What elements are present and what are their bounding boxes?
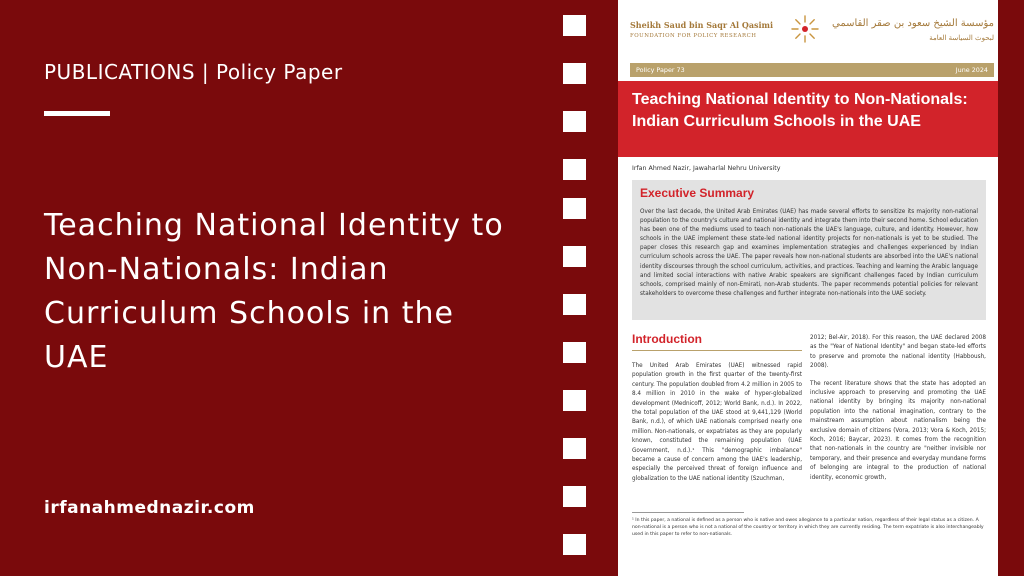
site-url-link[interactable]: irfanahmednazir.com: [44, 498, 255, 518]
paper-author: Irfan Ahmed Nazir, Jawaharlal Nehru University: [632, 165, 781, 172]
film-hole: [563, 63, 586, 84]
executive-summary-box: [632, 180, 986, 320]
publication-date: June 2024: [955, 66, 988, 74]
introduction-column-right: [810, 334, 986, 483]
film-hole: [563, 390, 586, 411]
paper-header: [618, 0, 998, 56]
film-strip: [563, 0, 587, 576]
film-hole: [563, 438, 586, 459]
film-hole: [563, 159, 586, 180]
series-number: Policy Paper 73: [636, 66, 685, 74]
footnote: ¹ In this paper, a national is defined as a person who is native and owes allegiance to a particular nation, regardless of their legal status as a citizen. A non-national is a person who is not a national of the country or territory in which they are currently residing. The term expatriate is also interchangeably used in this paper to refer to non-nationals.: [632, 518, 984, 537]
film-hole: [563, 246, 586, 267]
film-hole: [563, 198, 586, 219]
brand-subtitle-arabic: لبحوث السياسة العامة: [929, 34, 994, 42]
brand-subtitle-english: FOUNDATION FOR POLICY RESEARCH: [630, 33, 757, 39]
brand-name-english: Sheikh Saud bin Saqr Al Qasimi: [630, 20, 774, 30]
film-hole: [563, 342, 586, 363]
executive-summary-heading: Executive Summary: [640, 186, 755, 200]
paper-meta-bar: [630, 63, 994, 77]
paper-preview[interactable]: [618, 0, 998, 576]
executive-summary-text: Over the last decade, the United Arab Emirates (UAE) has made several efforts to sensitize its majority non-national population to the country's culture and national identity and integrate them into their second home. School education has been one of the mediums used to teach non-nationals the UAE's language, culture, and identity. However, how schools in the UAE implement these state-led national identity projects for non-nationals is yet to be studied. The paper closes this research gap and examines implementation strategies and challenges experienced by Indian curriculum schools across the UAE. The paper reveals how non-national students are absorbed into the UAE's national identity discourses through the school curriculum, activities, and practices. Teaching and learning the Arabic language and limited social interactions with native Arabic speakers are significant challenges faced by Indian curriculum schools, comprised mainly of non-Emirati, non-Arab students. The paper recommends potential policies for relevant stakeholders to overcome these challenges and further integrate non-nationals into the UAE society.: [640, 209, 978, 297]
film-hole: [563, 294, 586, 315]
film-hole: [563, 534, 586, 555]
film-hole: [563, 111, 586, 132]
introduction-paragraph: The recent literature shows that the state has adopted an inclusive approach to preserving and promoting the UAE national identity by bringing its majority non-national population into the national imagination, contrary to the mainstream assumption about nationalism being the exclusive domain of citizens (Vora, 2013; Vora & Koch, 2015; Koch, 2016; Baycar, 2023). It comes from the recognition that non-nationals in the country are "neither invisible nor temporary, and their presence and everyday mundane forms of belonging are integral to the production of national identity, economic growth,: [810, 380, 986, 481]
paper-title: Teaching National Identity to Non-Nationals: Indian Curriculum Schools in the UAE: [618, 81, 998, 157]
category-label: PUBLICATIONS | Policy Paper: [44, 60, 343, 84]
film-hole: [563, 15, 586, 36]
introduction-column-left: [632, 362, 802, 484]
introduction-heading: Introduction: [632, 332, 702, 346]
brand-name-arabic: مؤسسة الشيخ سعود بن صقر القاسمي: [831, 18, 994, 29]
introduction-paragraph: 2012; Bel-Air, 2018). For this reason, the UAE declared 2008 as the "Year of National Identity" and began state-led efforts to preserve and promote the national identity (Habboush, 2008).: [810, 335, 986, 370]
film-hole: [563, 486, 586, 507]
introduction-underline: [632, 350, 802, 351]
footnote-divider: [632, 512, 744, 513]
page-title: Teaching National Identity to Non-Nationals: Indian Curriculum Schools in the UAE: [44, 208, 504, 375]
introduction-paragraph: The United Arab Emirates (UAE) witnessed rapid population growth in the first quarter of the twenty-first century. The population doubled from 4.2 million in 2005 to 8.4 million in 2010 in the wake of hyper-globalized development (Mednicoff, 2012; World Bank, n.d.). In 2022, the total population of the UAE stood at 9,441,129 (World Bank, n.d.), of which UAE nationals comprised nearly one million. Non-nationals, or expatriates as they are popularly known, constituted the remaining population (UAE Government, n.d.).¹ This "demographic imbalance" became a cause of concern among the UAE's leadership, especially the perceived threat of foreign influence and globalization to the UAE national identity (Szuchman,: [632, 363, 802, 482]
label-underline: [44, 111, 110, 116]
foundation-logo-icon: [790, 14, 820, 44]
